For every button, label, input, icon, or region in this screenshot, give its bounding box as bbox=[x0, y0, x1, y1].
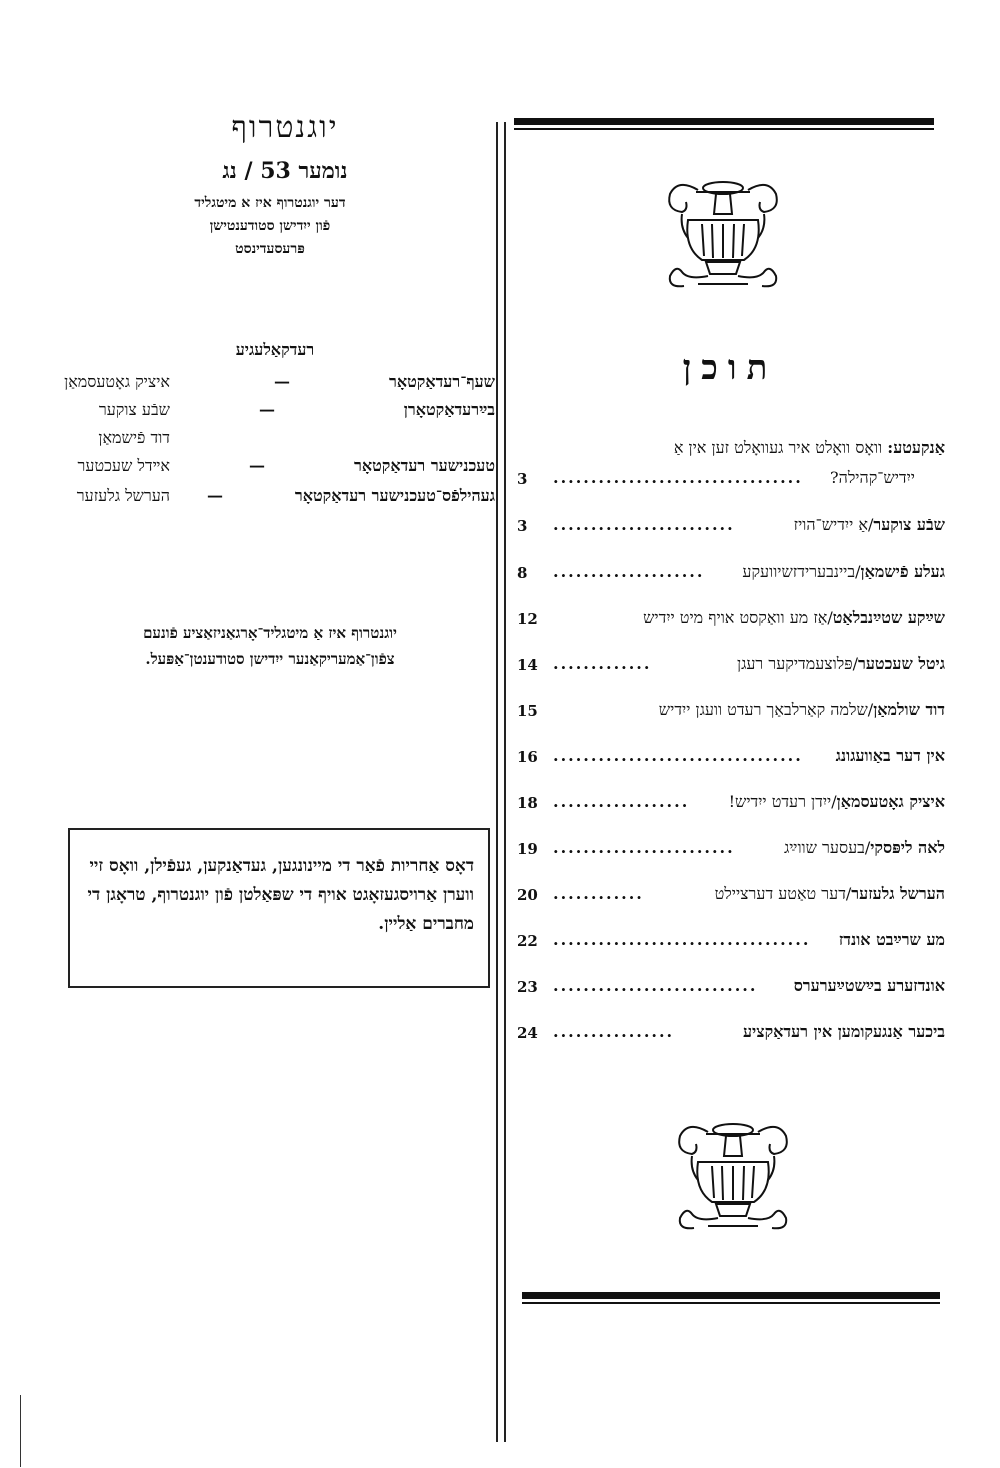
toc-author: אַנקעטע: bbox=[887, 438, 945, 457]
toc-entry[interactable] bbox=[515, 1022, 945, 1052]
editorial-person: הערשל גלעזער bbox=[76, 486, 170, 505]
toc-entry[interactable] bbox=[515, 792, 945, 822]
toc-page-number: 3 bbox=[517, 517, 528, 535]
toc-author: שבֿע צוקער bbox=[873, 515, 945, 534]
toc-leader-dots: .................. bbox=[553, 792, 690, 811]
editorial-person: אײדל שעכטער bbox=[77, 456, 170, 475]
toc-entry-text bbox=[836, 746, 945, 766]
toc-title-text: /בעסער שווײַג bbox=[783, 838, 871, 857]
editorial-row bbox=[55, 486, 495, 512]
toc-leader-dots: .................................. bbox=[553, 930, 811, 949]
toc-leader-dots: ............ bbox=[553, 884, 644, 903]
toc-entry[interactable] bbox=[515, 515, 945, 545]
toc-author: אונדזערע בײַשטײַערערס bbox=[793, 976, 945, 995]
toc-leader-dots: ........................... bbox=[553, 976, 758, 995]
toc-entry-text bbox=[784, 838, 945, 858]
toc-entry-text bbox=[674, 438, 945, 458]
toc-page-number: 24 bbox=[517, 1024, 538, 1042]
toc-entry-text bbox=[743, 1022, 945, 1042]
toc-page-number: 18 bbox=[517, 794, 538, 812]
editorial-person: שבֿע צוקער bbox=[98, 400, 170, 419]
top-rule bbox=[514, 118, 934, 125]
description-line: דער יוגנטרוף איז א מיטגליד bbox=[194, 195, 346, 211]
toc-author: איציק גאָטעסמאַן bbox=[836, 792, 945, 811]
editorial-role: בײַרעדאַקטאָרן bbox=[403, 400, 495, 419]
issue-number bbox=[160, 158, 410, 184]
toc-entry-text bbox=[715, 884, 945, 904]
toc-author: גיטל שעכטער bbox=[858, 654, 945, 673]
toc-entry[interactable] bbox=[515, 976, 945, 1006]
toc-page-number: 15 bbox=[517, 702, 538, 720]
editorial-person: איציק גאָטעסמאַן bbox=[64, 372, 170, 391]
toc-entry[interactable] bbox=[515, 884, 945, 914]
magazine-title: יוגנטרוף bbox=[231, 110, 339, 145]
editorial-role: געהילפֿס־טעכנישער רעדאַקטאָר bbox=[294, 486, 495, 505]
toc-entry-continuation[interactable] bbox=[515, 468, 945, 498]
toc-author: מע שרײַבט אונדז bbox=[838, 930, 945, 949]
toc-entry[interactable] bbox=[515, 654, 945, 684]
urn-ornament-icon bbox=[668, 1110, 798, 1240]
toc-author: געלע פֿישמאַן bbox=[860, 562, 945, 581]
toc-entry-text bbox=[839, 930, 945, 950]
toc-author: אין דער באַוועגונג bbox=[835, 746, 945, 765]
toc-page-number: 12 bbox=[517, 610, 538, 628]
toc-title-text: /פּלוצעמדיקער רעגן bbox=[737, 654, 859, 673]
issue-number-hebrew: / נג bbox=[222, 158, 253, 184]
description-line: פֿון ייִדישן סטודענטישן bbox=[209, 218, 331, 234]
toc-title-text: /ייִדן רעדט ייִדיש! bbox=[728, 792, 837, 811]
disclaimer-text: דאָס אַחריות פֿאַר די מיינונגען, געדאַנקען, געפֿילן, וואָס זיי ווערן אַרויסגעזאָגט אויף די שפּאַלטן פֿון יוגנטרוף, טראָגן די מחברים אַליין. bbox=[87, 856, 474, 934]
editorial-dash: — bbox=[259, 400, 275, 419]
disclaimer-box bbox=[68, 828, 490, 988]
toc-author: ביכער אַנגעקומען אין רעדאַקציע bbox=[742, 1022, 945, 1041]
editorial-role: טעכנישער רעדאַקטאָר bbox=[354, 456, 495, 475]
toc-page-number: 23 bbox=[517, 978, 538, 996]
editorial-dash: — bbox=[249, 456, 265, 475]
toc-leader-dots: ................................. bbox=[553, 746, 803, 765]
toc-leader-dots: ................ bbox=[553, 1022, 675, 1041]
toc-author: לאה ליפּסקי bbox=[870, 838, 945, 857]
toc-entry[interactable] bbox=[515, 746, 945, 776]
toc-author: הערשל גלעזער bbox=[851, 884, 945, 903]
toc-page-number: 16 bbox=[517, 748, 538, 766]
toc-page-number: 8 bbox=[517, 564, 528, 582]
toc-title-text: ייִדיש־קהילה? bbox=[830, 468, 915, 487]
toc-title-text: /אַ ייִדיש־הויז bbox=[793, 515, 874, 534]
urn-ornament-icon bbox=[658, 168, 788, 298]
bottom-rule bbox=[522, 1292, 940, 1299]
toc-entry-text bbox=[737, 654, 945, 674]
editorial-board-heading: רעדקאַלעגיע bbox=[235, 340, 315, 359]
toc-entry-text bbox=[729, 792, 945, 812]
bottom-rule bbox=[522, 1302, 940, 1304]
toc-entry-text bbox=[794, 515, 945, 535]
editorial-dash: — bbox=[207, 486, 223, 505]
toc-entry-text bbox=[659, 700, 945, 720]
top-rule bbox=[514, 128, 934, 130]
toc-entry[interactable] bbox=[515, 930, 945, 960]
issue-number-value: 53 bbox=[260, 158, 291, 184]
toc-page-number: 14 bbox=[517, 656, 538, 674]
margin-line bbox=[20, 1395, 21, 1467]
toc-leader-dots: .................... bbox=[553, 562, 705, 581]
toc-title-text: /דער טאַטע דערציילט bbox=[714, 884, 852, 903]
column-divider bbox=[496, 122, 498, 1442]
issue-number-label: נומער bbox=[298, 158, 348, 184]
toc-entry-text bbox=[794, 976, 945, 996]
toc-title-text: וואָס וואָלט איר געוואָלט זען אין אַ bbox=[673, 438, 883, 457]
org-note-line: יוגנטרוף איז אַ מיטגליד־אָרגאַניזאַציע פֿונעם bbox=[143, 624, 397, 642]
description-line: פּרעסעדינסט bbox=[235, 241, 305, 257]
toc-entry[interactable] bbox=[515, 608, 945, 638]
column-divider bbox=[504, 122, 506, 1442]
editorial-person: דוד פֿישמאַן bbox=[98, 428, 170, 447]
organization-note bbox=[80, 620, 460, 672]
editorial-row bbox=[55, 456, 495, 482]
editorial-role: שעף־רעדאַקטאָר bbox=[388, 372, 495, 391]
toc-author: דוד שולמאַן bbox=[873, 700, 945, 719]
org-note-line: צפֿון־אַמעריקאַנער ייִדישן סטודענטן־אַפּעל. bbox=[145, 650, 395, 668]
membership-description bbox=[120, 192, 420, 261]
editorial-row bbox=[55, 372, 495, 398]
toc-page-number: 22 bbox=[517, 932, 538, 950]
toc-title-text: /אַז מע וואַקסט אויף מיט ייִדיש bbox=[643, 608, 833, 627]
toc-page-number: 20 bbox=[517, 886, 538, 904]
toc-page-number: 3 bbox=[517, 470, 528, 488]
toc-leader-dots: ........................ bbox=[553, 515, 735, 534]
toc-entry[interactable] bbox=[515, 838, 945, 868]
toc-entry[interactable] bbox=[515, 562, 945, 592]
toc-title-text: /ביינבערידזשיוועקע bbox=[742, 562, 861, 581]
toc-entry-text bbox=[643, 608, 945, 628]
toc-leader-dots: ................................. bbox=[553, 468, 803, 487]
toc-author: שײַקע שטײַנבלאַט bbox=[832, 608, 945, 627]
toc-entry[interactable] bbox=[515, 438, 945, 468]
toc-entry[interactable] bbox=[515, 700, 945, 730]
toc-title: תוכן bbox=[682, 348, 778, 388]
toc-entry-text bbox=[742, 562, 945, 582]
toc-title-text: /שלמה קאַרלבאַך רעדט וועגן ייִדיש bbox=[658, 700, 874, 719]
editorial-dash: — bbox=[274, 372, 290, 391]
editorial-row bbox=[55, 400, 495, 426]
toc-leader-dots: ............. bbox=[553, 654, 652, 673]
toc-page-number: 19 bbox=[517, 840, 538, 858]
editorial-row bbox=[55, 428, 495, 454]
toc-leader-dots: ........................ bbox=[553, 838, 735, 857]
